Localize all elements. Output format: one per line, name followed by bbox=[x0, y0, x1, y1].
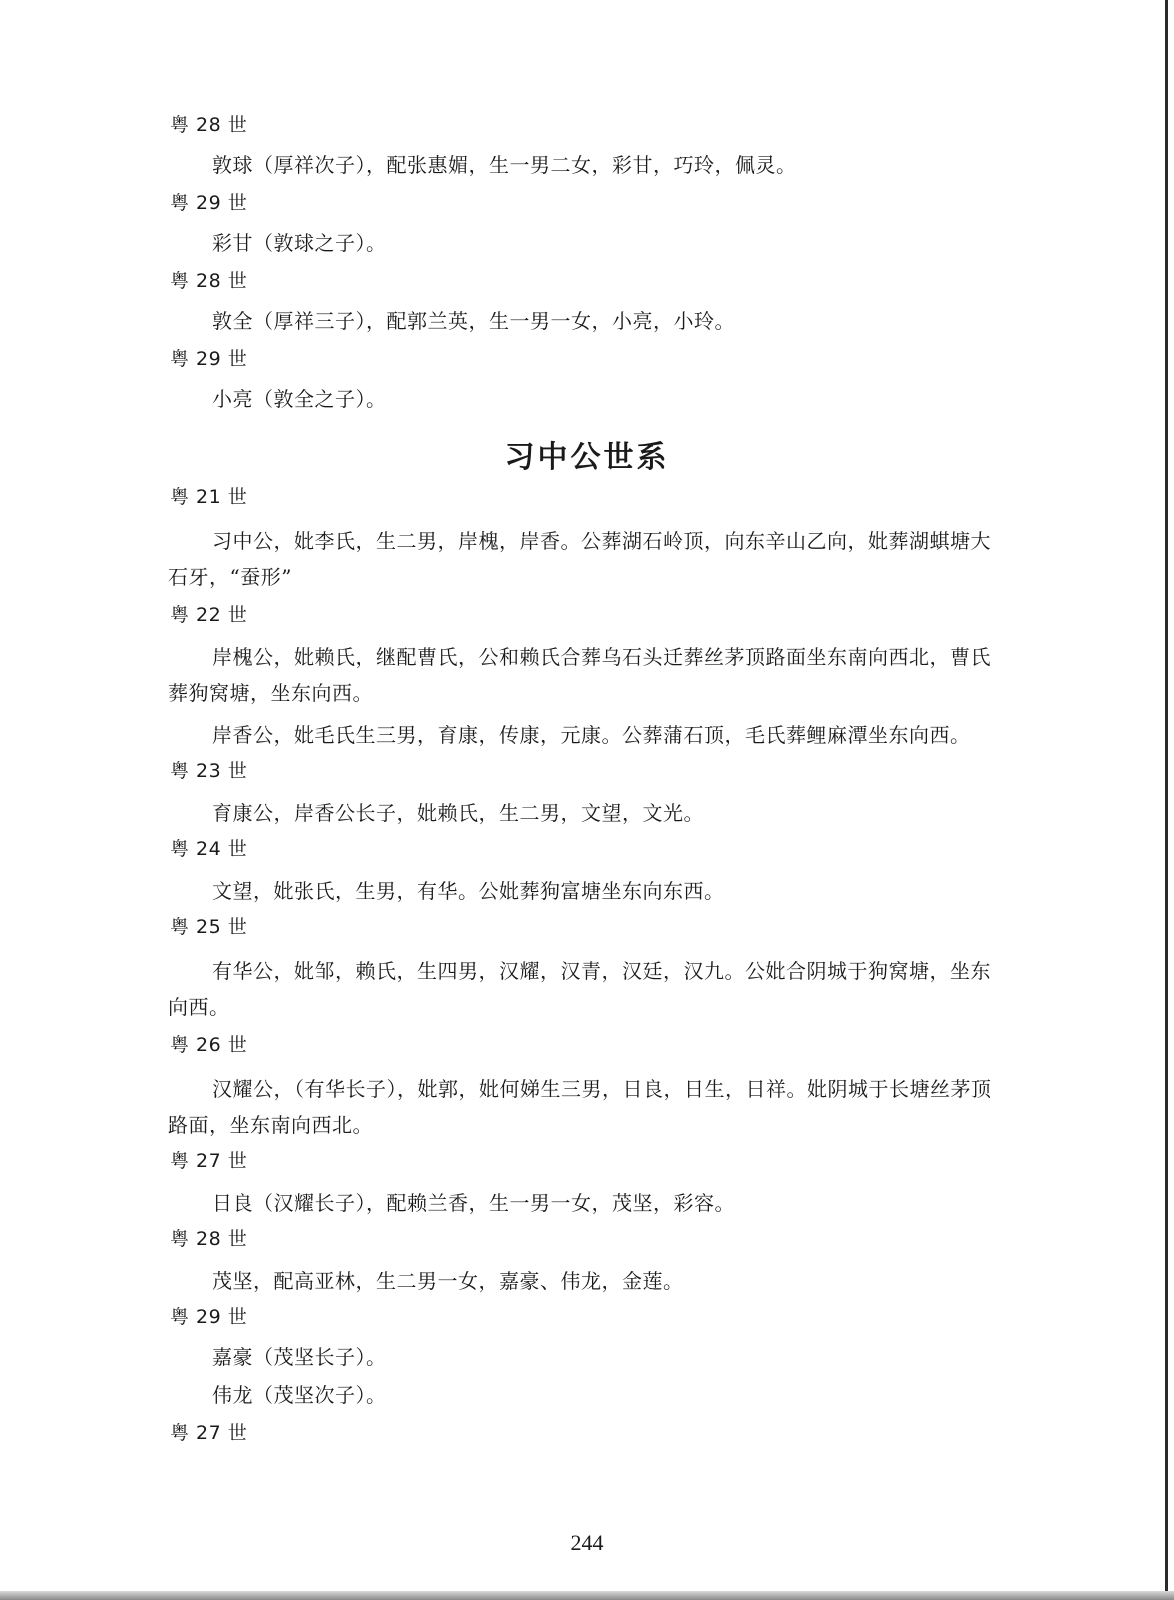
page-number: 244 bbox=[570, 1530, 604, 1555]
genealogy-entry: 岸槐公，妣赖氏，继配曹氏，公和赖氏合葬乌石头迁葬丝茅顶路面坐东南向西北，曹氏 bbox=[212, 645, 991, 669]
scan-border-bottom bbox=[0, 1591, 1174, 1600]
genealogy-entry: 嘉豪（茂坚长子）。 bbox=[212, 1345, 387, 1369]
genealogy-entry: 敦全（厚祥三子），配郭兰英，生一男一女，小亮，小玲。 bbox=[212, 309, 735, 333]
generation-heading: 粤 28 世 bbox=[170, 114, 248, 136]
genealogy-entry: 育康公，岸香公长子，妣赖氏，生二男，文望，文光。 bbox=[212, 801, 704, 825]
generation-heading: 粤 22 世 bbox=[170, 604, 248, 626]
generation-heading: 粤 29 世 bbox=[170, 192, 248, 214]
genealogy-entry: 岸香公，妣毛氏生三男，育康，传康，元康。公葬蒲石顶，毛氏葬鲤麻潭坐东向西。 bbox=[212, 723, 971, 747]
genealogy-entry-continued: 葬狗窝塘，坐东向西。 bbox=[168, 681, 373, 705]
generation-heading: 粤 25 世 bbox=[170, 916, 248, 938]
genealogy-entry: 茂坚，配高亚林，生二男一女，嘉豪、伟龙，金莲。 bbox=[212, 1269, 684, 1293]
genealogy-entry: 习中公，妣李氏，生二男，岸槐，岸香。公葬湖石岭顶，向东辛山乙向，妣葬湖蜞塘大 bbox=[212, 529, 991, 553]
genealogy-entry-continued: 石牙，“蚕形” bbox=[168, 565, 292, 589]
genealogy-entry-continued: 向西。 bbox=[168, 995, 230, 1019]
generation-heading: 粤 29 世 bbox=[170, 348, 248, 370]
generation-heading: 粤 24 世 bbox=[170, 838, 248, 860]
genealogy-entry: 伟龙（茂坚次子）。 bbox=[212, 1383, 387, 1407]
genealogy-entry: 文望，妣张氏，生男，有华。公妣葬狗富塘坐东向东西。 bbox=[212, 879, 725, 903]
generation-heading: 粤 21 世 bbox=[170, 486, 248, 508]
genealogy-entry-continued: 路面，坐东南向西北。 bbox=[168, 1113, 373, 1137]
generation-heading: 粤 28 世 bbox=[170, 270, 248, 292]
genealogy-entry: 敦球（厚祥次子），配张惠媚，生一男二女，彩甘，巧玲，佩灵。 bbox=[212, 153, 797, 177]
scan-border-right bbox=[1165, 0, 1168, 1600]
generation-heading: 粤 27 世 bbox=[170, 1422, 248, 1444]
generation-heading: 粤 29 世 bbox=[170, 1306, 248, 1328]
genealogy-entry: 日良（汉耀长子），配赖兰香，生一男一女，茂坚，彩容。 bbox=[212, 1191, 735, 1215]
generation-heading: 粤 27 世 bbox=[170, 1150, 248, 1172]
genealogy-entry: 小亮（敦全之子）。 bbox=[212, 387, 387, 411]
genealogy-entry: 有华公，妣邹，赖氏，生四男，汉耀，汉青，汉廷，汉九。公妣合阴城于狗窝塘，坐东 bbox=[212, 959, 991, 983]
genealogy-entry: 汉耀公，（有华长子），妣郭，妣何娣生三男，日良，日生，日祥。妣阴城于长塘丝茅顶 bbox=[212, 1077, 992, 1101]
generation-heading: 粤 28 世 bbox=[170, 1228, 248, 1250]
section-title: 习中公世系 bbox=[504, 440, 670, 475]
genealogy-entry: 彩甘（敦球之子）。 bbox=[212, 231, 387, 255]
generation-heading: 粤 23 世 bbox=[170, 760, 248, 782]
generation-heading: 粤 26 世 bbox=[170, 1034, 248, 1056]
